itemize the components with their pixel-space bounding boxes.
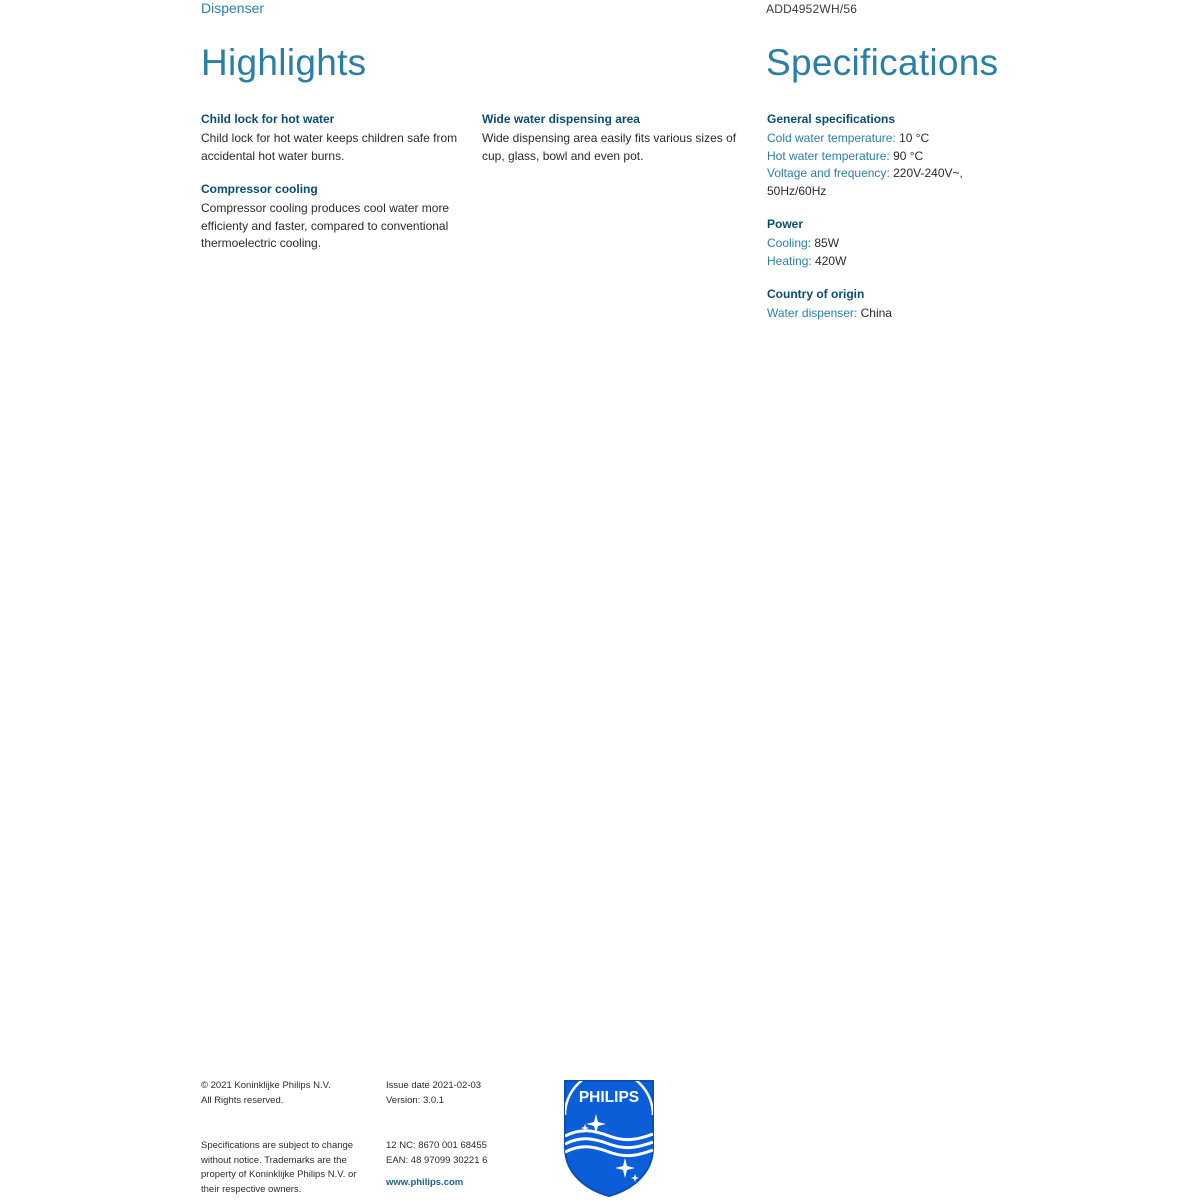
copyright-block (201, 1079, 331, 1108)
brand-wordmark: PHILIPS (578, 1089, 640, 1106)
copyright-line: © 2021 Koninklijke Philips N.V. (201, 1080, 331, 1091)
feature-text: Wide dispensing area easily fits various sizes of cup, glass, bowl and even pot. (482, 131, 737, 163)
spec-row: Cold water temperature: 10 °C (767, 131, 930, 145)
notice-line: property of Koninklijke Philips N.V. or (201, 1169, 357, 1180)
spec-key: Hot water temperature (767, 148, 887, 163)
issue-date: Issue date 2021-02-03 (386, 1080, 482, 1091)
spec-row: Voltage and frequency: 220V-240V~, 50Hz/60Hz (767, 166, 963, 198)
spec-value: 420W (815, 253, 847, 268)
spec-key: Cooling (767, 236, 808, 250)
spec-row: Water dispenser: China (767, 306, 892, 320)
feature-text: Child lock for hot water keeps children safe from accidental hot water burns. (201, 131, 458, 163)
spec-value: 220V-240V~, 50Hz/60Hz (767, 166, 963, 198)
spec-row: Hot water temperature: 90 °C (767, 148, 924, 163)
product-category: Dispenser (201, 0, 265, 16)
spec-value: 90 °C (893, 148, 924, 163)
feature-heading: Child lock for hot water (201, 112, 335, 126)
spec-group-country-of-origin (767, 286, 1027, 323)
feature-heading: Wide water dispensing area (482, 112, 640, 126)
highlights-title: Highlights (201, 42, 367, 83)
feature-child-lock (201, 111, 463, 165)
spec-group-power (767, 216, 1027, 270)
ean-code: EAN: 48 97099 30221 6 (386, 1154, 488, 1166)
rights-line: All Rights reserved. (201, 1094, 284, 1106)
website-link[interactable]: www.philips.com (386, 1177, 464, 1188)
spec-value: China (860, 306, 892, 320)
spec-row: Cooling: 85W (767, 236, 840, 250)
notice-line: Specifications are subject to change (201, 1140, 354, 1151)
model-number: ADD4952WH/56 (766, 2, 858, 16)
feature-text: Compressor cooling produces cool water more efficienty and faster, compared to conventional thermoelectric cooling. (201, 201, 450, 250)
spec-value: 10 °C (899, 131, 930, 145)
spec-key: Voltage and frequency (767, 166, 887, 180)
legal-notice (201, 1139, 356, 1197)
specifications-title: Specifications (766, 42, 999, 83)
spec-group-heading: General specifications (767, 112, 896, 126)
spec-group-general (767, 111, 1027, 200)
spec-row: Heating: 420W (767, 253, 847, 268)
spec-group-heading: Power (767, 217, 804, 231)
spec-key: Heating (767, 253, 809, 268)
version: Version: 3.0.1 (386, 1094, 445, 1106)
nc-code: 12 NC: 8670 001 68455 (386, 1140, 487, 1151)
spec-key: Cold water temperature (767, 131, 893, 145)
feature-wide-dispensing-area (482, 111, 744, 165)
shield-icon (561, 1078, 657, 1198)
spec-value: 85W (814, 236, 840, 250)
feature-heading: Compressor cooling (201, 182, 318, 196)
spec-group-heading: Country of origin (767, 287, 865, 301)
philips-shield-logo (561, 1078, 657, 1198)
spec-key: Water dispenser (767, 306, 854, 320)
notice-line: their respective owners. (201, 1183, 302, 1195)
feature-compressor-cooling (201, 181, 463, 253)
product-codes (386, 1139, 487, 1168)
notice-line: without notice. Trademarks are the (201, 1154, 347, 1166)
issue-info (386, 1079, 481, 1108)
